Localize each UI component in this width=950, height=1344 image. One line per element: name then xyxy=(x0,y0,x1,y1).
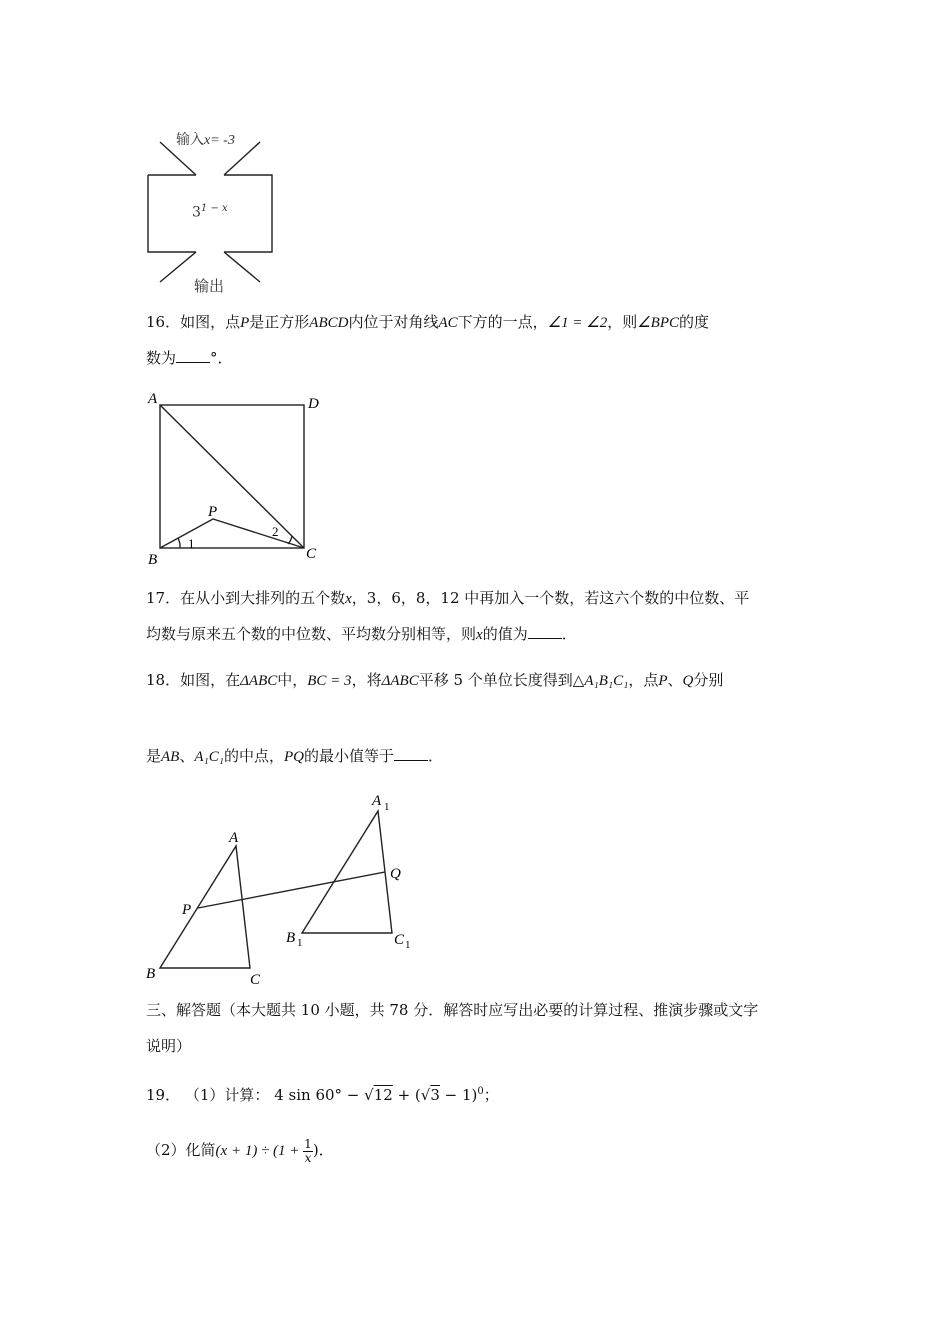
square-svg xyxy=(140,388,330,568)
machine-formula: $3^{1 - x}$ xyxy=(192,203,228,221)
vertex-A: A xyxy=(229,830,239,846)
q17-line2: 均数与原来五个数的中位数、平均数分别相等，则x的值为 ． xyxy=(146,625,577,643)
svg-text:1: 1 xyxy=(405,939,411,951)
vertex-B: B xyxy=(148,552,158,568)
answer-blank[interactable] xyxy=(528,624,562,639)
q16-number: 16． xyxy=(146,313,181,331)
angle-1: 1 xyxy=(188,536,195,551)
svg-text:1: 1 xyxy=(297,937,303,949)
section3-line2: 说明） xyxy=(146,1037,192,1055)
angle-2: 2 xyxy=(272,524,279,539)
q18-number: 18． xyxy=(146,671,181,689)
vertex-B: B xyxy=(146,966,156,982)
point-P: P xyxy=(208,504,218,520)
q19-part2: （2）化简(x + 1) ÷ (1 + $\frac{1}{x}$ )． xyxy=(146,1136,334,1165)
figure-function-machine xyxy=(140,125,280,295)
q19-number: 19． xyxy=(146,1086,181,1104)
q16-line2: 数为 °． xyxy=(146,349,233,367)
q19-part1: 19． （1）计算： 4 $\sin 60^\circ - √12 + (√3 - 1)^0$； xyxy=(146,1086,499,1104)
triangles-svg xyxy=(140,788,430,988)
vertex-A: A xyxy=(148,391,158,407)
q16-line1: 16．如图，点P是正方形ABCD内位于对角线AC下方的一点，∠1 = ∠2，则∠BPC的度 xyxy=(146,313,710,331)
answer-blank[interactable] xyxy=(394,746,428,761)
q18-line2: 是AB、A₁C₁的中点，PQ的最小值等于 ． xyxy=(146,747,444,765)
section3-line1: 三、解答题（本大题共 10 小题，共 78 分．解答时应写出必要的计算过程、推演步骤或文字 xyxy=(146,1001,759,1019)
point-Q: Q xyxy=(390,866,401,882)
answer-blank[interactable] xyxy=(176,348,210,363)
figure-square xyxy=(140,388,330,568)
svg-text:C: C xyxy=(394,932,405,948)
input-label: 输入x= -3 xyxy=(176,132,235,148)
q17-number: 17． xyxy=(146,589,181,607)
svg-text:B: B xyxy=(286,930,296,946)
vertex-A1 xyxy=(371,793,390,813)
vertex-C1 xyxy=(394,932,411,951)
fraction: $\frac{1}{x}$ xyxy=(304,1136,312,1165)
q18-line1: 18．如图，在ΔABC中，BC = 3，将ΔABC平移 5 个单位长度得到△A₁B₁C₁，点P、Q分别 xyxy=(146,671,724,689)
point-P: P xyxy=(182,902,192,918)
vertex-C: C xyxy=(250,972,261,988)
q17-line1: 17．在从小到大排列的五个数x，3，6，8，12 中再加入一个数，若这六个数的中位数、平 xyxy=(146,589,750,607)
svg-text:1: 1 xyxy=(384,801,390,813)
vertex-C: C xyxy=(306,546,317,562)
vertex-D: D xyxy=(308,396,319,412)
figure-triangles xyxy=(140,788,430,988)
vertex-B1 xyxy=(286,930,303,949)
output-label: 输出 xyxy=(194,277,225,295)
svg-text:A: A xyxy=(372,793,382,809)
